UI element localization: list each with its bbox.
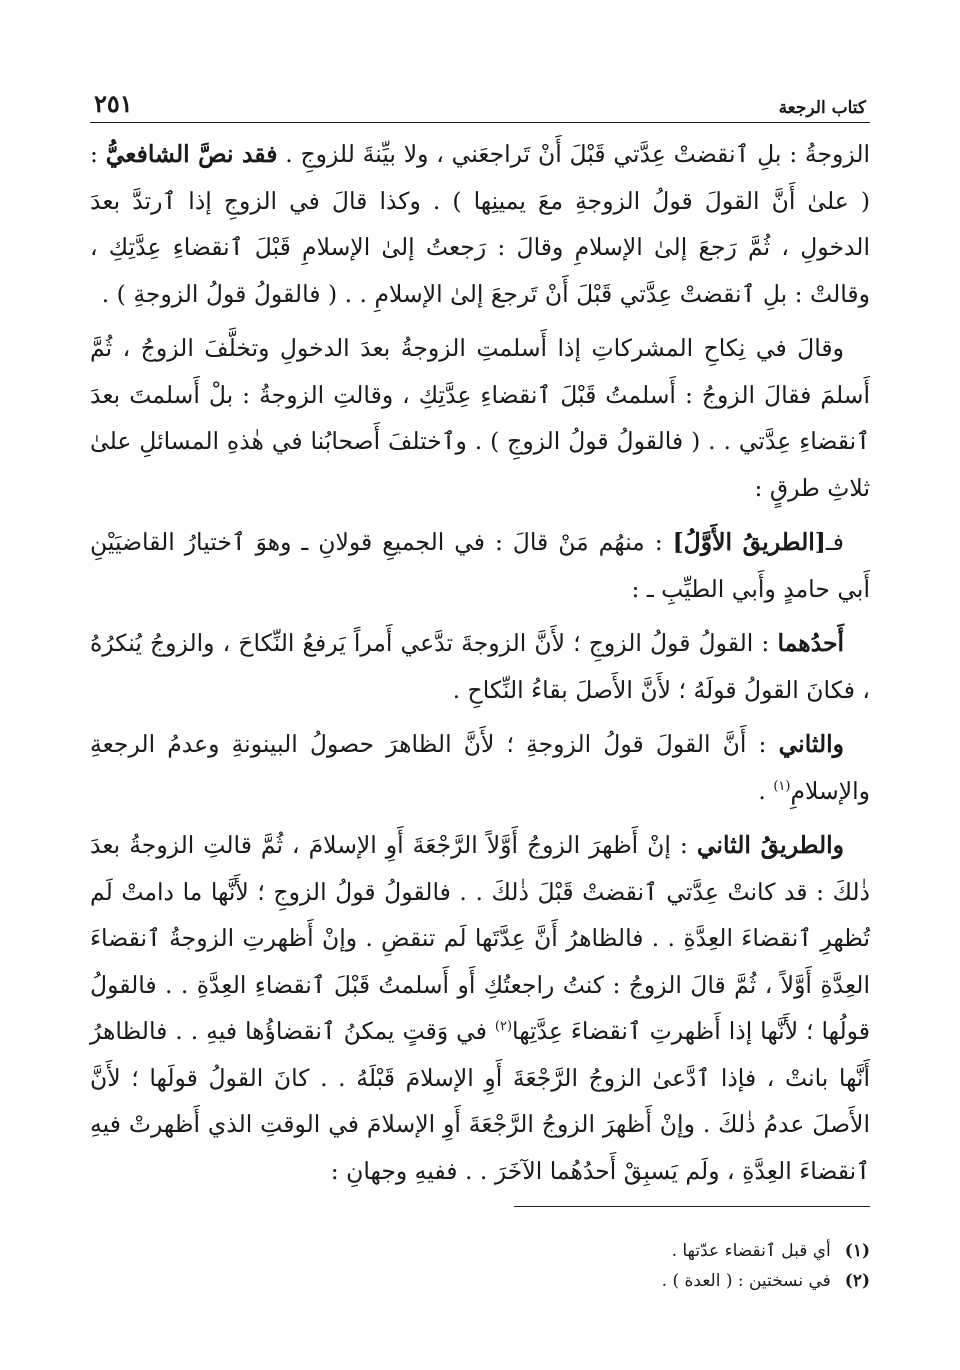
footnote-ref[interactable]: (١) [773, 778, 791, 794]
footnote-divider [514, 1206, 870, 1207]
paragraph-4 [90, 620, 870, 713]
paragraph-text: : أَنَّ القولَ قولُ الزوجةِ ؛ لأَنَّ الظاهرَ حصولُ البينونةِ وعدمُ الرجعةِ والإسلامِ [90, 730, 870, 805]
footnote-ref[interactable]: (٢) [494, 1019, 513, 1035]
footnote-marker: (١) [844, 1241, 870, 1261]
bold-heading: أَحدُهما [777, 629, 844, 657]
paragraph-lead: فـ [825, 528, 844, 556]
paragraph-text: : إنْ أَظهرَ الزوجُ أَوَّلاً الرَّجْعَةَ أَوِ الإسلامَ ، ثُمَّ قالتِ الزوجةُ بعدَ ذٰلكَ : قد كانتْ عِدَّتي ٱنقضتْ قَبْلَ ذٰلكَ . . فالقولُ قولُ الزوجِ ؛ لأَنَّها ما دامتْ لَم تُظهرِ ٱنقضاءَ العِدَّةِ . . فالظاهرُ أَنَّ عِدَّتَها لَم تنقضِ . وإنْ أَظهرتِ الزوجةُ ٱنقضاءَ العِدَّةِ أَوَّلاً ، ثُمَّ قالَ الزوجُ : كنتُ راجعتُكِ أَو أَسلمتُ قَبْلَ ٱنقضاءِ العِدَّةِ . . فالقولُ قولُها ؛ لأَنَّها إذا أَظهرتِ ٱنقضاءَ عِدَّتِها [90, 831, 870, 1045]
page [90, 80, 870, 1202]
paragraph-text: في وَقتٍ يمكنُ ٱنقضاؤُها فيهِ . . فالظاهرُ أَنَّها بانتْ ، فإذا ٱدَّعىٰ الزوجُ الرَّجْعَةَ أَوِ الإسلامَ قَبْلَهُ . . كانَ القولُ قولَها ؛ لأَنَّ الأَصلَ عدمُ ذٰلكَ . وإنْ أَظهرَ الزوجُ الرَّجْعَةَ أَوِ الإسلامَ في الوقتِ الذي أَظهرتْ فيهِ ٱنقضاءَ العِدَّةِ ، ولَم يَسبِقْ أَحدُهُما الآخَرَ . . ففيهِ وجهانِ : [90, 1017, 870, 1185]
footnote-text: في نسختين : ( العدة ) . [661, 1271, 831, 1291]
paragraph-text: : منهُم مَنْ قالَ : في الجميعِ قولانِ ـ وهوَ ٱختيارُ القاضيَيْنِ أَبي حامدٍ وأَبي الطيِّبِ ـ : [90, 528, 870, 603]
bold-phrase: فقد نصَّ الشافعيُّ [105, 140, 278, 168]
paragraph-6 [90, 822, 870, 1194]
paragraph-1 [90, 131, 870, 317]
paragraph-text: : ( علىٰ أَنَّ القولَ قولُ الزوجةِ معَ يمينِها ) . وكذا قالَ في الزوجِ إذا ٱرتدَّ بعدَ الدخولِ ، ثُمَّ رَجعَ إلىٰ الإسلامِ وقالَ : رَجعتُ إلىٰ الإسلامِ قَبْلَ ٱنقضاءِ عِدَّتِكِ ، وقالتْ : بلِ ٱنقضتْ عِدَّتي قَبْلَ أَنْ تَرجعَ إلىٰ الإسلامِ . . ( فالقولُ قولُ الزوجةِ ) . [90, 140, 870, 308]
bold-heading: والثاني [778, 730, 844, 758]
paragraph-text: الزوجةُ : بلِ ٱنقضتْ عِدَّتي قَبْلَ أَنْ تَراجعَني ، ولا بيِّنةَ للزوجِ . [277, 140, 871, 168]
running-header [90, 80, 870, 123]
bold-heading: والطريقُ الثاني [696, 831, 844, 859]
page-number: ٢٥١ [94, 89, 133, 118]
paragraph-2 [90, 325, 870, 511]
paragraph-text: : القولُ قولُ الزوجِ ؛ لأَنَّ الزوجةَ تدَّعي أَمراً يَرفعُ النِّكاحَ ، والزوجُ يُنكرُهُ ، فكانَ القولُ قولَهُ ؛ لأَنَّ الأَصلَ بقاءُ النِّكاحِ . [90, 629, 870, 704]
footnote-2 [90, 1266, 870, 1296]
book-title: كتاب الرجعة [778, 98, 866, 118]
paragraph-5 [90, 721, 870, 814]
footnote-marker: (٢) [844, 1271, 870, 1291]
paragraph-text: . [758, 776, 774, 805]
footnote-1 [90, 1236, 870, 1266]
footnote-text: أي قبل ٱنقضاء عدّتها . [671, 1241, 831, 1261]
bold-heading: [الطريقُ الأَوَّلُ] [672, 528, 826, 556]
paragraph-text: وقالَ في نِكاحِ المشركاتِ إذا أَسلمتِ الزوجةُ بعدَ الدخولِ وتخلَّفَ الزوجُ ، ثُمَّ أَسلمَ فقالَ الزوجُ : أَسلمتُ قَبْلَ ٱنقضاءِ عِدَّتِكِ ، وقالتِ الزوجةُ : بلْ أَسلمتَ بعدَ ٱنقضاءِ عِدَّتي . . ( فالقولُ قولُ الزوجِ ) . وٱختلفَ أَصحابُنا في هٰذهِ المسائلِ علىٰ ثلاثِ طرقٍ : [90, 334, 870, 502]
main-text [90, 131, 870, 1194]
footnotes [90, 1236, 870, 1296]
paragraph-3 [90, 519, 870, 612]
